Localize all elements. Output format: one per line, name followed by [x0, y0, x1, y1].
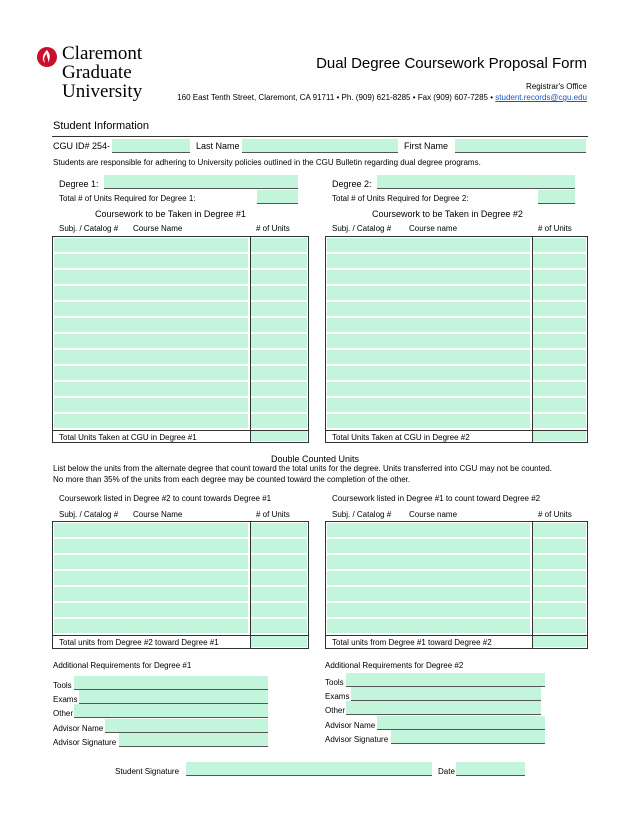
- double-right-course-cell[interactable]: [327, 619, 530, 634]
- degree2-units-cell[interactable]: [533, 270, 586, 285]
- double-counted-text-2: No more than 35% of the units from each degree may be counted toward the completion of the other.: [53, 475, 411, 484]
- degree2-total-field[interactable]: [533, 431, 586, 442]
- double-left-units-cell[interactable]: [251, 555, 307, 570]
- registrar-office: Registrar's Office: [526, 82, 587, 91]
- degree1-total-label: Total Units Taken at CGU in Degree #1: [59, 433, 197, 442]
- double-right-units-cell[interactable]: [533, 555, 586, 570]
- degree2-units-cell[interactable]: [533, 286, 586, 301]
- first-name-label: First Name: [404, 141, 449, 151]
- double-right-total-field[interactable]: [533, 636, 586, 648]
- logo-line-3: University: [62, 81, 143, 102]
- degree2-units-cell[interactable]: [533, 398, 586, 413]
- degree2-course-cell[interactable]: [327, 350, 530, 365]
- date-label: Date: [438, 767, 455, 776]
- degree1-course-cell[interactable]: [54, 398, 248, 413]
- degree1-units-field[interactable]: [257, 190, 298, 204]
- additional-right-heading: Additional Requirements for Degree #2: [325, 661, 464, 670]
- degree1-coursework-title: Coursework to be Taken in Degree #1: [95, 209, 246, 219]
- double-left-table: [52, 521, 309, 649]
- double-right-course-cell[interactable]: [327, 539, 530, 554]
- degree2-course-cell[interactable]: [327, 238, 530, 253]
- double-counted-text-1: List below the units from the alternate degree that count toward the total units for the degree. Units transferred into CGU may not be counted.: [53, 464, 552, 473]
- advisor-signature-label-2: Advisor Signature: [325, 735, 389, 744]
- tools-field-2[interactable]: [346, 673, 545, 687]
- tools-field-1[interactable]: [74, 676, 268, 690]
- degree2-course-cell[interactable]: [327, 254, 530, 269]
- degree1-units-cell[interactable]: [251, 270, 307, 285]
- exams-field-1[interactable]: [79, 690, 268, 704]
- degree1-total-field[interactable]: [251, 431, 307, 442]
- degree1-units-cell[interactable]: [251, 238, 307, 253]
- double-left-total-field[interactable]: [251, 636, 307, 648]
- address-text: 160 East Tenth Street, Claremont, CA 91711 • Ph. (909) 621-8285 • Fax (909) 607-7285 •: [177, 93, 494, 102]
- first-name-field[interactable]: [455, 139, 586, 153]
- date-field[interactable]: [456, 762, 525, 776]
- double-counted-heading: Double Counted Units: [271, 454, 360, 464]
- degree2-course-cell[interactable]: [327, 398, 530, 413]
- exams-label-1: Exams: [53, 695, 78, 704]
- degree2-units-cell[interactable]: [533, 238, 586, 253]
- advisor-signature-label-1: Advisor Signature: [53, 738, 117, 747]
- degree1-course-cell[interactable]: [54, 286, 248, 301]
- double-left-units-cell[interactable]: [251, 571, 307, 586]
- degree1-units-cell[interactable]: [251, 286, 307, 301]
- column-divider: [250, 522, 251, 648]
- cgu-id-label: CGU ID# 254-: [53, 141, 111, 151]
- degree2-course-cell[interactable]: [327, 382, 530, 397]
- degree2-units-cell[interactable]: [533, 414, 586, 429]
- advisor-name-label-2: Advisor Name: [325, 721, 376, 730]
- left-double-col-units: # of Units: [256, 510, 290, 519]
- double-right-units-cell[interactable]: [533, 571, 586, 586]
- double-left-units-cell[interactable]: [251, 523, 307, 538]
- double-right-units-cell[interactable]: [533, 539, 586, 554]
- left-double-col-course: Course Name: [133, 510, 183, 519]
- double-left-total-label: Total units from Degree #2 toward Degree #1: [59, 638, 219, 647]
- degree2-label: Degree 2:: [332, 179, 372, 189]
- right-double-col-units: # of Units: [538, 510, 572, 519]
- advisor-signature-field-1[interactable]: [119, 733, 268, 747]
- degree2-field[interactable]: [377, 175, 575, 189]
- double-left-course-cell[interactable]: [54, 619, 248, 634]
- right-double-title: Coursework listed in Degree #1 to count toward Degree #2: [332, 494, 541, 503]
- last-name-field[interactable]: [242, 139, 398, 153]
- flame-icon: [36, 46, 58, 68]
- degree1-units-cell[interactable]: [251, 398, 307, 413]
- degree1-course-cell[interactable]: [54, 334, 248, 349]
- double-left-course-cell[interactable]: [54, 539, 248, 554]
- page-title: Dual Degree Coursework Proposal Form: [316, 55, 587, 72]
- degree2-course-cell[interactable]: [327, 334, 530, 349]
- double-left-units-cell[interactable]: [251, 587, 307, 602]
- student-signature-field[interactable]: [186, 762, 432, 776]
- degree2-col-subj: Subj. / Catalog #: [332, 224, 392, 233]
- degree1-course-cell[interactable]: [54, 254, 248, 269]
- right-double-col-subj: Subj. / Catalog #: [332, 510, 392, 519]
- degree1-units-cell[interactable]: [251, 414, 307, 429]
- double-right-course-cell[interactable]: [327, 555, 530, 570]
- degree2-course-cell[interactable]: [327, 366, 530, 381]
- degree1-course-cell[interactable]: [54, 350, 248, 365]
- degree1-col-subj: Subj. / Catalog #: [59, 224, 119, 233]
- degree2-units-cell[interactable]: [533, 366, 586, 381]
- policy-note: Students are responsible for adhering to University policies outlined in the CGU Bulletin regarding dual degree programs.: [53, 158, 481, 167]
- advisor-name-field-1[interactable]: [105, 719, 268, 733]
- tools-label-2: Tools: [325, 678, 344, 687]
- degree1-table: [52, 236, 309, 443]
- other-field-2[interactable]: [346, 701, 541, 715]
- additional-left-heading: Additional Requirements for Degree #1: [53, 661, 192, 670]
- double-left-units-cell[interactable]: [251, 619, 307, 634]
- double-right-course-cell[interactable]: [327, 603, 530, 618]
- column-divider: [250, 237, 251, 442]
- degree1-units-label: Total # of Units Required for Degree 1:: [59, 194, 196, 203]
- degree1-units-cell[interactable]: [251, 350, 307, 365]
- right-double-col-course: Course name: [409, 510, 458, 519]
- degree2-course-cell[interactable]: [327, 286, 530, 301]
- double-right-course-cell[interactable]: [327, 587, 530, 602]
- degree1-course-cell[interactable]: [54, 238, 248, 253]
- degree2-course-cell[interactable]: [327, 302, 530, 317]
- double-left-units-cell[interactable]: [251, 539, 307, 554]
- last-name-label: Last Name: [196, 141, 240, 151]
- email-link[interactable]: student.records@cgu.edu: [495, 93, 587, 102]
- degree1-col-units: # of Units: [256, 224, 290, 233]
- column-divider: [532, 522, 533, 648]
- advisor-name-label-1: Advisor Name: [53, 724, 104, 733]
- degree2-units-cell[interactable]: [533, 318, 586, 333]
- degree2-course-cell[interactable]: [327, 414, 530, 429]
- double-right-table: [325, 521, 588, 649]
- logo-line-2: Graduate: [62, 62, 132, 83]
- advisor-signature-field-2[interactable]: [391, 730, 545, 744]
- degree2-course-cell[interactable]: [327, 318, 530, 333]
- degree2-col-course: Course name: [409, 224, 458, 233]
- degree1-field[interactable]: [104, 175, 298, 189]
- left-double-title: Coursework listed in Degree #2 to count towards Degree #1: [59, 494, 272, 503]
- double-left-course-cell[interactable]: [54, 603, 248, 618]
- student-info-heading: Student Information: [53, 120, 150, 132]
- degree1-col-course: Course Name: [133, 224, 183, 233]
- degree2-units-cell[interactable]: [533, 334, 586, 349]
- contact-line: [177, 93, 587, 103]
- degree2-table: [325, 236, 588, 443]
- cgu-id-field[interactable]: [112, 139, 190, 153]
- degree1-course-cell[interactable]: [54, 270, 248, 285]
- student-signature-label: Student Signature: [115, 767, 180, 776]
- double-left-units-cell[interactable]: [251, 603, 307, 618]
- double-left-course-cell[interactable]: [54, 571, 248, 586]
- degree1-course-cell[interactable]: [54, 414, 248, 429]
- degree1-units-cell[interactable]: [251, 366, 307, 381]
- column-divider: [532, 237, 533, 442]
- degree1-units-cell[interactable]: [251, 382, 307, 397]
- degree1-course-cell[interactable]: [54, 318, 248, 333]
- degree2-units-cell[interactable]: [533, 350, 586, 365]
- divider: [52, 136, 588, 137]
- tools-label-1: Tools: [53, 681, 72, 690]
- degree2-coursework-title: Coursework to be Taken in Degree #2: [372, 209, 523, 219]
- exams-field-2[interactable]: [351, 687, 541, 701]
- degree2-units-cell[interactable]: [533, 302, 586, 317]
- degree2-units-cell[interactable]: [533, 382, 586, 397]
- degree1-course-cell[interactable]: [54, 382, 248, 397]
- exams-label-2: Exams: [325, 692, 350, 701]
- degree1-units-cell[interactable]: [251, 302, 307, 317]
- degree2-units-label: Total # of Units Required for Degree 2:: [332, 194, 469, 203]
- degree1-course-cell[interactable]: [54, 302, 248, 317]
- other-label-2: Other: [325, 706, 346, 715]
- double-right-course-cell[interactable]: [327, 571, 530, 586]
- logo-line-1: Claremont: [62, 43, 143, 64]
- double-right-course-cell[interactable]: [327, 523, 530, 538]
- double-right-units-cell[interactable]: [533, 619, 586, 634]
- left-double-col-subj: Subj. / Catalog #: [59, 510, 119, 519]
- double-right-units-cell[interactable]: [533, 587, 586, 602]
- degree2-units-field[interactable]: [538, 190, 575, 204]
- degree2-course-cell[interactable]: [327, 270, 530, 285]
- double-right-total-label: Total units from Degree #1 toward Degree #2: [332, 638, 492, 647]
- other-field-1[interactable]: [74, 704, 268, 718]
- double-right-units-cell[interactable]: [533, 523, 586, 538]
- double-right-units-cell[interactable]: [533, 603, 586, 618]
- degree1-units-cell[interactable]: [251, 254, 307, 269]
- advisor-name-field-2[interactable]: [377, 716, 545, 730]
- degree2-units-cell[interactable]: [533, 254, 586, 269]
- degree1-units-cell[interactable]: [251, 334, 307, 349]
- degree1-course-cell[interactable]: [54, 366, 248, 381]
- degree1-label: Degree 1:: [59, 179, 99, 189]
- degree2-col-units: # of Units: [538, 224, 572, 233]
- degree2-total-label: Total Units Taken at CGU in Degree #2: [332, 433, 470, 442]
- double-left-course-cell[interactable]: [54, 587, 248, 602]
- double-left-course-cell[interactable]: [54, 523, 248, 538]
- degree1-units-cell[interactable]: [251, 318, 307, 333]
- other-label-1: Other: [53, 709, 74, 718]
- cgu-logo: [36, 44, 166, 104]
- double-left-course-cell[interactable]: [54, 555, 248, 570]
